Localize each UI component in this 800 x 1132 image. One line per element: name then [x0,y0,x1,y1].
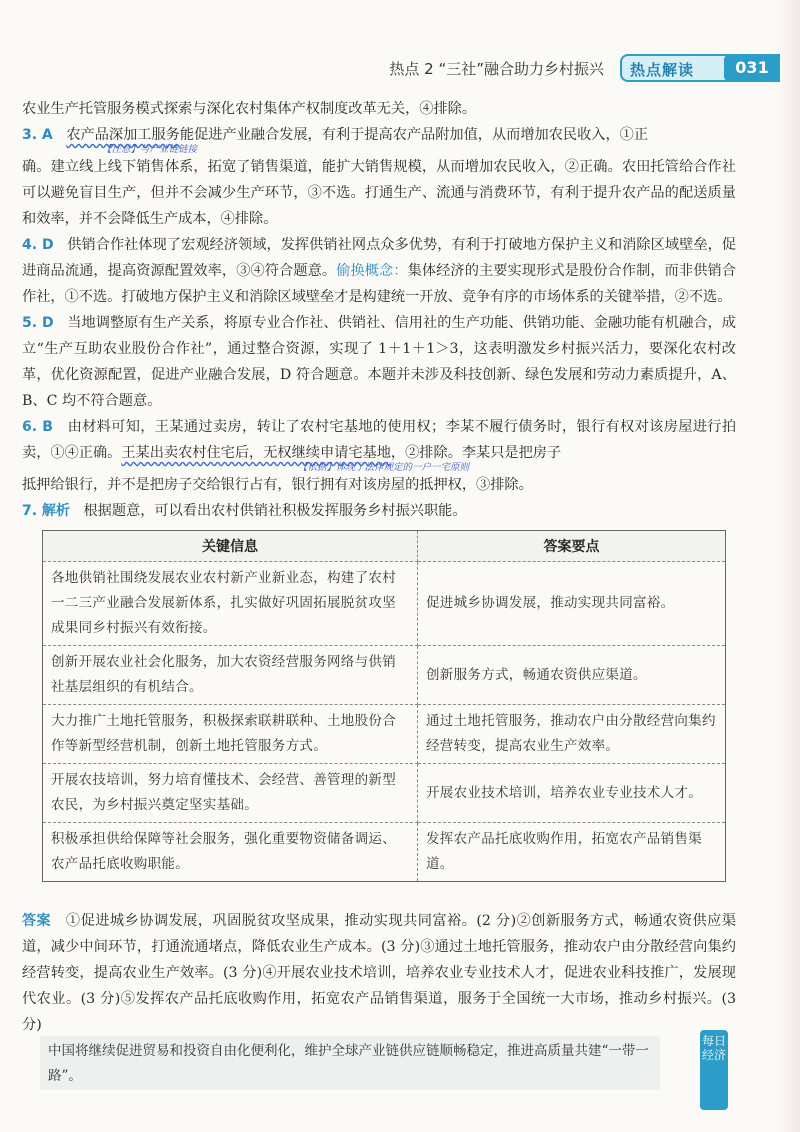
q4-text-1: 供销合作社体现了宏观经济领域，发挥供销社网点众多优势，有利于打破地方保护主义和消除区域壁垒，促进商品流通，提高资源配置效率，③④符合题意。 [22,237,736,279]
question-5 [22,310,736,414]
header-title: 热点 2 “三社”融合助力乡村振兴 [389,60,604,78]
header-answer-points: 答案要点 [418,531,726,562]
table-cell-answer-point: 开展农业技术培训，培养农业专业技术人才。 [418,764,726,823]
answer-paragraph [22,908,736,1038]
page-header [0,54,800,86]
table-cell-answer-point: 发挥农产品托底收购作用，拓宽农产品销售渠道。 [418,823,726,882]
intro-line: 农业生产托管服务模式探索与深化农村集体产权制度改革无关，④排除。 [22,101,477,117]
answer-explanations [22,96,736,524]
header-badge [620,54,780,82]
question-7 [22,498,736,524]
table-cell-key-info: 开展农技培训，努力培育懂技术、会经营、善管理的新型农民，为乡村振兴奠定坚实基础。 [43,764,418,823]
table-cell-key-info: 各地供销社围绕发展农业农村新产业新业态，构建了农村一二三产业融合发展新体系，扎实做好巩固拓展脱贫攻坚成果同乡村振兴有效衔接。 [43,562,418,646]
table-row [43,705,726,764]
q3-text-1: 能促进产业融合发展，有利于提高农产品附加值，从而增加农民收入，①正 [179,127,649,143]
q5-text: 当地调整原有生产关系，将原专业合作社、供销社、信用社的生产功能、供销功能、金融功能有机融合，成立“生产互助农业股份合作社”，通过整合资源，实现了 1＋1＋1＞3，这表明激发乡村振兴活力，要深化农村改革，优化资源配置，促进产业融合发展，D 符合题意。本题并未涉及科技创新、绿色发展和劳动力素质提升，A、B、C 均不符合题意。 [22,315,736,409]
header-key-info: 关键信息 [43,531,418,562]
q6-text-2: ，②排除。李某只是把房子 [390,445,562,461]
table-header-row [43,531,726,562]
analysis-table [42,530,726,882]
q6-wavy-highlight: 王某出卖农村住宅后，无权继续申请宅基地 [121,445,391,461]
q4-highlight: 偷换概念： [336,263,408,279]
table-cell-key-info: 大力推广土地托管服务，积极探索联耕联种、土地股份合作等新型经营机制，创新土地托管服务方式。 [43,705,418,764]
q4-text-2: 集体经济的主要实现形式是股份合作制，而非供销合作社，①不选。打破地方保护主义和消除区域壁垒才是构建统一开放、竞争有序的市场体系的关键举措，②不选。 [22,263,736,305]
key-info-table [42,530,726,882]
question-6 [22,414,736,498]
q3-text-2: 确。建立线上线下销售体系，拓宽了销售渠道，能扩大销售规模，从而增加农民收入，②正确。农田托管给合作社可以避免盲目生产，但并不会减少生产环节，③不选。打通生产、流通与消费环节，有利于提升农产品的配送质量和效率，并不会降低生产成本，④排除。 [22,159,736,227]
q3-annotation: 【注意】与产业链链接 [102,144,198,155]
q6-label: 6. B [22,419,53,435]
table-cell-answer-point: 创新服务方式，畅通农资供应渠道。 [418,646,726,705]
answer-text: ①促进城乡协调发展，巩固脱贫攻坚成果，推动实现共同富裕。(2 分)②创新服务方式，畅通农资供应渠道，减少中间环节，打通流通堵点，降低农业生产成本。(3 分)③通过土地托管服务，推动农户由分散经营向集约经营转变，提高农业生产效率。(3 分)④开展农业技术培训，培养农业专业技术人才，促进农业科技推广，发展现代农业。(3 分)⑤发挥农产品托底收购作用，拓宽农产品销售渠道，服务于全国统一大市场，推动乡村振兴。(3 分) [22,913,737,1033]
q3-wavy-highlight: 农产品深加工服务 [66,127,180,143]
table-row [43,823,726,882]
q4-label: 4. D [22,237,54,253]
q5-label: 5. D [22,315,54,331]
page-number: 031 [724,54,780,82]
table-cell-key-info: 创新开展农业社会化服务，加大农资经营服务网络与供销社基层组织的有机结合。 [43,646,418,705]
table-row [43,562,726,646]
q6-text-1: 由材料可知，王某通过卖房，转让了农村宅基地的使用权；李某不履行债务时，银行有权对该房屋进行拍卖，①④正确。 [22,419,737,461]
footer-quote: 中国将继续促进贸易和投资自由化便利化，维护全球产业链供应链顺畅稳定，推进高质量共建“一带一路”。 [48,1043,649,1084]
q6-annotation: 【依据】体现了法律规定的一户一宅原则 [298,462,470,473]
table-row [43,646,726,705]
table-cell-answer-point: 通过土地托管服务，推动农户由分散经营向集约经营转变，提高农业生产效率。 [418,705,726,764]
question-4 [22,232,736,310]
table-row [43,764,726,823]
table-cell-answer-point: 促进城乡协调发展，推动实现共同富裕。 [418,562,726,646]
q7-text: 根据题意，可以看出农村供销社积极发挥服务乡村振兴职能。 [83,503,467,519]
header-badge-label: 热点解读 [630,61,695,79]
q3-label: 3. A [22,127,53,143]
footer-tab: 每日经济 [700,1030,728,1110]
answer-label: 答案 [22,913,51,929]
page-edge [778,0,800,1132]
answer-block [22,908,736,1038]
question-3 [22,122,736,232]
q6-text-3: 抵押给银行，并不是把房子交给银行占有，银行拥有对该房屋的抵押权，③排除。 [22,477,533,493]
table-cell-key-info: 积极承担供给保障等社会服务，强化重要物资储备调运、农产品托底收购职能。 [43,823,418,882]
q7-label: 7. 解析 [22,503,70,519]
